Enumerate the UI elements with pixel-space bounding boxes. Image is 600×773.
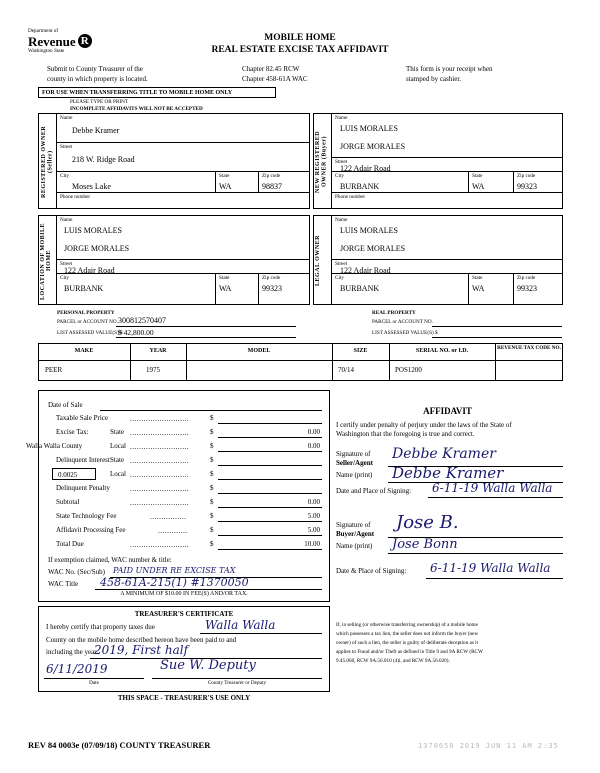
lien-note-line4: applies to Fraud and/or Theft as defined in Title 9 and 9A RCW (RCW xyxy=(336,649,483,655)
row-sub-delinq-state: State xyxy=(110,456,124,464)
wac-title-label: WAC Title xyxy=(48,580,79,588)
signature-buyer-value: Jose B. xyxy=(396,512,459,533)
treasurer-heading: TREASURER'S CERTIFICATE xyxy=(134,610,234,618)
treasurer-line1: I hereby certify that property taxes due xyxy=(46,623,155,631)
real-parcel-label: PARCEL or ACCOUNT NO. xyxy=(372,319,433,325)
document-page: Department of Revenue R Washington State MOBILE HOME REAL ESTATE EXCISE TAX AFFIDAVIT Submit to County Treasurer of the county in which property is located. Chapter 82.45 RCW Chapter 458-61A WAC This form is your receipt when stamped by cashier. FOR USE WHEN TRANSFERRING TITLE TO MOBILE HOME ONLY PLEASE TYPE OR PRINT INCOMPLETE AFFIDAVITS WILL NOT BE ACCEPTED REGISTERED OWNER (Seller) Name Debbe Kramer Street 218 W. Ridge Road City State Zip code Moses Lake WA 98837 Phone number NEW REGISTERED OWNER (Buyer) Name LUIS MORALES JORGE MORALES Street 122 Adair Road City State Zip code BURBANK WA 99323 Phone number LOCATION OF MOBILE HOME Name LUIS MORALES JORGE MORALES Street 122 Adair Road City State Zip code BURBANK WA 99323 LEGAL OWNER Name LUIS MORALES JORGE MORALES Street 122 Adair Road City State Zip code BURBANK WA 99323 PERSONAL PROPERTY PARCEL or ACCOUNT NO. 300812570407 LIST ASSESSED VALUE(S) $ $ 42,800.00 REAL PROPERTY PARCEL or ACCOUNT NO. LIST ASSESSED VALUE(S) $ MAKE YEAR MODEL SIZE SERIAL NO. or I.D. REVENUE TAX CODE NO. PEER 1975 70/14 POS1200 Date of Sale Taxable Sale Price .......................... $ Excise Tax: State .......................... $ 0.00 Walla Walla County Local .......................... $ 0.00 Delinquent Interest: State .......................... $ 0.0025 Local .......................... $ Delinquent Penalty .......................... $ Subtotal .......................... $ 0.00 State Technology Fee ................ $ 5.00 Affidavit Processing Fee ............. $ 5.00 Total Due .......................... $ 10.00 If exemption claimed, WAC number & title: WAC No. (Sec/Sub) PAID UNDER RE EXCISE TAX WAC Title 458-61A-215(1) #1370050 A MINIMUM OF $10.00 IN FEE(S) AND/OR TAX. AFFIDAVIT I certify under penalty of perjury under the laws of the State of Washington that the foregoing is true and correct. Signature of Seller/Agent Debbe Kramer Name (print) Debbe Kramer Date and Place of Signing: 6-11-19 Walla Walla Signature of Buyer/Agent Jose B. Name (print) Jose Bonn Date & Place of Signing: 6-11-19 Walla Walla TREASURER'S CERTIFICATE I hereby certify that property taxes due Walla Walla County on the mobile home described hereon have been paid to and including the year 2019, First half 6/11/2019 Sue W. Deputy Date County Treasurer or Deputy THIS SPACE - TREASURER'S USE ONLY If, in selling (or otherwise transferring ownership) of a mobile home which possesses a tax lien, the seller does not inform the buyer (new owner) of such a lien, the seller is guilty of deliberate deception as it applies to Fraud and/or Theft as defined in Title 9 and 9A RCW (RCW 9.45.060, RCW 9A.56.010 (4)i, and RCW 9A.56.020). REV 84 0003e (07/09/18) COUNTY TREASURER 1370050 2019 JUN 11 AM 2:35 xyxy=(0,0,600,773)
receipt-stamp: 1370050 2019 JUN 11 AM 2:35 xyxy=(418,742,559,750)
buyer-phone-label: Phone number xyxy=(335,194,366,200)
real-assessed-label: LIST ASSESSED VALUE(S) $ xyxy=(372,330,438,336)
legal-city-label: City xyxy=(335,275,344,281)
minimum-fee-note: A MINIMUM OF $10.00 IN FEE(S) AND/OR TAX. xyxy=(120,591,248,597)
date-place-seller-label: Date and Place of Signing: xyxy=(336,487,412,495)
seller-city-value: Moses Lake xyxy=(72,182,111,191)
col-head-make: MAKE xyxy=(74,348,94,354)
signature-seller-label-1: Signature of xyxy=(336,450,371,458)
row-label-subtotal: Subtotal xyxy=(56,498,80,506)
row-value-processing-fee: 5.00 xyxy=(307,526,320,534)
location-name-value-1: LUIS MORALES xyxy=(64,226,123,235)
lien-note-line3: owner) of such a lien, the seller is guilty of deliberate deception as it xyxy=(336,640,479,646)
legal-state-value: WA xyxy=(472,284,485,293)
personal-assessed-value: $ 42,800.00 xyxy=(118,328,154,337)
cell-year: 1975 xyxy=(146,366,160,374)
seller-city-label: City xyxy=(60,173,69,179)
location-street-label: Street xyxy=(60,261,73,267)
legal-zip-value: 99323 xyxy=(517,284,537,293)
submit-line1: Submit to County Treasurer of the xyxy=(47,65,143,73)
legal-owner-label: LEGAL OWNER xyxy=(315,234,321,286)
row-dollar-tech-fee: $ xyxy=(210,512,214,520)
seller-name-label: Name xyxy=(60,115,73,121)
row-dollar-excise: $ xyxy=(210,428,214,436)
location-zip-value: 99323 xyxy=(262,284,282,293)
date-place-seller-value: 6-11-19 Walla Walla xyxy=(432,481,553,495)
please-type-label: PLEASE TYPE OR PRINT xyxy=(70,99,128,105)
col-head-serial: SERIAL NO. or I.D. xyxy=(415,348,469,354)
buyer-city-value: BURBANK xyxy=(340,182,380,191)
legal-name-label: Name xyxy=(335,217,348,223)
row-dollar-county: $ xyxy=(210,442,214,450)
name-print-buyer-value: Jose Bonn xyxy=(392,537,458,552)
lien-note-line5: 9.45.060, RCW 9A.56.010 (4)i, and RCW 9A.56.020). xyxy=(336,658,450,664)
seller-state-value: WA xyxy=(219,182,232,191)
row-label-processing-fee: Affidavit Processing Fee xyxy=(56,526,126,534)
receipt-line1: This form is your receipt when xyxy=(406,65,493,73)
form-title-line2: REAL ESTATE EXCISE TAX AFFIDAVIT xyxy=(211,45,389,55)
legal-name-value-2: JORGE MORALES xyxy=(340,244,406,253)
wac-title-value: 458-61A-215(1) #1370050 xyxy=(100,576,249,589)
new-registered-owner-label: NEW REGISTERED OWNER (Buyer) xyxy=(315,130,328,194)
personal-assessed-label: LIST ASSESSED VALUE(S) $ xyxy=(57,330,123,336)
dor-logo xyxy=(28,28,106,54)
buyer-name-label: Name xyxy=(335,115,348,121)
location-city-label: City xyxy=(60,275,69,281)
certify-line1: I certify under penalty of perjury under the laws of the State of xyxy=(336,421,512,429)
treasurer-line3: including the year xyxy=(46,648,97,656)
real-property-label: REAL PROPERTY xyxy=(372,310,416,316)
location-name-value-2: JORGE MORALES xyxy=(64,244,130,253)
seller-street-label: Street xyxy=(60,144,73,150)
row-dollar-delinq-local: $ xyxy=(210,470,214,478)
col-head-model: MODEL xyxy=(247,348,271,354)
lien-note-line2: which possesses a tax lien, the seller does not inform the buyer (new xyxy=(336,631,479,637)
legal-city-value: BURBANK xyxy=(340,284,380,293)
buyer-zip-label: Zip code xyxy=(517,173,536,179)
row-dollar-delinq-interest: $ xyxy=(210,456,214,464)
chapter-line2: Chapter 458-61A WAC xyxy=(242,75,308,83)
incomplete-label: INCOMPLETE AFFIDAVITS WILL NOT BE ACCEPTED xyxy=(70,106,203,112)
row-label-delinq-interest: Delinquent Interest: xyxy=(56,456,112,464)
treasurer-date-value: 6/11/2019 xyxy=(46,662,108,676)
dept-line1: Department of xyxy=(28,28,59,34)
exemption-claimed-label: If exemption claimed, WAC number & title: xyxy=(48,556,172,564)
seller-name-value: Debbe Kramer xyxy=(72,126,120,135)
row-label-county: Walla Walla County xyxy=(26,442,83,450)
submit-line2: county in which property is located. xyxy=(47,75,148,83)
receipt-line2: stamped by cashier. xyxy=(406,75,462,83)
row-value-subtotal: 0.00 xyxy=(307,498,320,506)
row-dollar-total-due: $ xyxy=(210,540,214,548)
buyer-name-value-2: JORGE MORALES xyxy=(340,142,406,151)
dept-line3: Washington State xyxy=(28,48,65,54)
treasurer-county-value: Walla Walla xyxy=(205,618,276,632)
buyer-name-value-1: LUIS MORALES xyxy=(340,124,399,133)
row-value-excise-state: 0.00 xyxy=(307,428,320,436)
col-head-size: SIZE xyxy=(353,348,368,354)
location-label: LOCATION OF MOBILE HOME xyxy=(40,222,52,300)
registered-owner-label: REGISTERED OWNER (Seller) xyxy=(41,125,54,199)
seller-street-value: 218 W. Ridge Road xyxy=(72,155,135,164)
dept-line2: Revenue xyxy=(28,33,76,49)
row-label-penalty: Delinquent Penalty xyxy=(56,484,110,492)
lien-note-line1: If, in selling (or otherwise transferring ownership) of a mobile home xyxy=(336,622,478,628)
date-place-buyer-value: 6-11-19 Walla Walla xyxy=(430,561,551,575)
seller-zip-label: Zip code xyxy=(262,173,281,179)
row-label-tech-fee: State Technology Fee xyxy=(56,512,117,520)
buyer-zip-value: 99323 xyxy=(517,182,537,191)
transfer-only-box xyxy=(38,87,276,98)
affidavit-heading: AFFIDAVIT xyxy=(423,406,472,416)
wac-no-label: WAC No. (Sec/Sub) xyxy=(48,568,105,576)
legal-street-value: 122 Adair Road xyxy=(340,266,391,275)
form-title-line1: MOBILE HOME xyxy=(264,33,336,43)
location-zip-label: Zip code xyxy=(262,275,281,281)
personal-property-label: PERSONAL PROPERTY xyxy=(57,310,115,316)
date-place-buyer-label: Date & Place of Signing: xyxy=(336,567,407,575)
col-head-revenue-code: REVENUE TAX CODE NO. xyxy=(497,345,561,351)
treasurer-line2: County on the mobile home described hereon have been paid to and xyxy=(46,636,237,644)
row-value-total-due: 10.00 xyxy=(304,540,320,548)
name-print-buyer-label: Name (print) xyxy=(336,542,373,550)
seller-phone-label: Phone number xyxy=(60,194,91,200)
cell-size: 70/14 xyxy=(338,366,354,374)
seller-state-label: State xyxy=(219,173,230,179)
legal-state-label: State xyxy=(472,275,483,281)
signature-buyer-label-2: Buyer/Agent xyxy=(336,530,375,538)
row-dollar-processing-fee: $ xyxy=(210,526,214,534)
row-sub-county-local: Local xyxy=(110,442,126,450)
treasurer-date-label: Date xyxy=(89,680,99,686)
row-dollar-subtotal: $ xyxy=(210,498,214,506)
row-label-total-due: Total Due xyxy=(56,540,84,548)
revenue-logo-icon: R xyxy=(78,34,92,48)
transfer-only-text: FOR USE WHEN TRANSFERRING TITLE TO MOBILE HOME ONLY xyxy=(42,90,233,96)
form-revision-footer: REV 84 0003e (07/09/18) COUNTY TREASURER xyxy=(28,740,211,750)
col-head-year: YEAR xyxy=(149,348,167,354)
delinquent-rate-value: 0.0025 xyxy=(58,471,78,479)
legal-zip-label: Zip code xyxy=(517,275,536,281)
legal-street-label: Street xyxy=(335,261,348,267)
date-of-sale-label: Date of Sale xyxy=(48,401,83,409)
cell-make: PEER xyxy=(45,366,63,374)
buyer-street-value: 122 Adair Road xyxy=(340,164,391,173)
delinquent-rate-box xyxy=(52,468,96,480)
location-state-label: State xyxy=(219,275,230,281)
signature-seller-label-2: Seller/Agent xyxy=(336,459,373,467)
row-sub-delinq-local: Local xyxy=(110,470,126,478)
row-value-tech-fee: 5.00 xyxy=(307,512,320,520)
buyer-state-label: State xyxy=(472,173,483,179)
treasurer-deputy-value: Sue W. Deputy xyxy=(160,658,256,673)
buyer-state-value: WA xyxy=(472,182,485,191)
row-sub-excise-state: State xyxy=(110,428,124,436)
location-name-label: Name xyxy=(60,217,73,223)
location-street-value: 122 Adair Road xyxy=(64,266,115,275)
treasurer-deputy-label: County Treasurer or Deputy xyxy=(207,680,267,686)
signature-buyer-label-1: Signature of xyxy=(336,521,371,529)
seller-zip-value: 98837 xyxy=(262,182,282,191)
legal-name-value-1: LUIS MORALES xyxy=(340,226,399,235)
treasurer-space-note: THIS SPACE - TREASURER'S USE ONLY xyxy=(117,694,251,702)
location-city-value: BURBANK xyxy=(64,284,104,293)
row-dollar-taxable: $ xyxy=(210,414,214,422)
personal-parcel-label: PARCEL or ACCOUNT NO. xyxy=(57,319,118,325)
name-print-seller-label: Name (print) xyxy=(336,471,373,479)
row-label-taxable: Taxable Sale Price xyxy=(56,414,108,422)
row-dollar-penalty: $ xyxy=(210,484,214,492)
treasurer-year-value: 2019, First half xyxy=(94,643,189,657)
signature-seller-value: Debbe Kramer xyxy=(392,446,496,462)
wac-no-value: PAID UNDER RE EXCISE TAX xyxy=(113,566,236,575)
row-value-county-local: 0.00 xyxy=(307,442,320,450)
cell-serial: POS1200 xyxy=(395,366,422,374)
buyer-city-label: City xyxy=(335,173,344,179)
row-label-excise: Excise Tax: xyxy=(56,428,89,436)
buyer-street-label: Street xyxy=(335,159,348,165)
personal-parcel-value: 300812570407 xyxy=(118,316,166,325)
location-state-value: WA xyxy=(219,284,232,293)
chapter-line1: Chapter 82.45 RCW xyxy=(242,65,300,73)
certify-line2: Washington that the foregoing is true and correct. xyxy=(336,430,475,438)
name-print-seller-value: Debbe Kramer xyxy=(392,464,504,482)
